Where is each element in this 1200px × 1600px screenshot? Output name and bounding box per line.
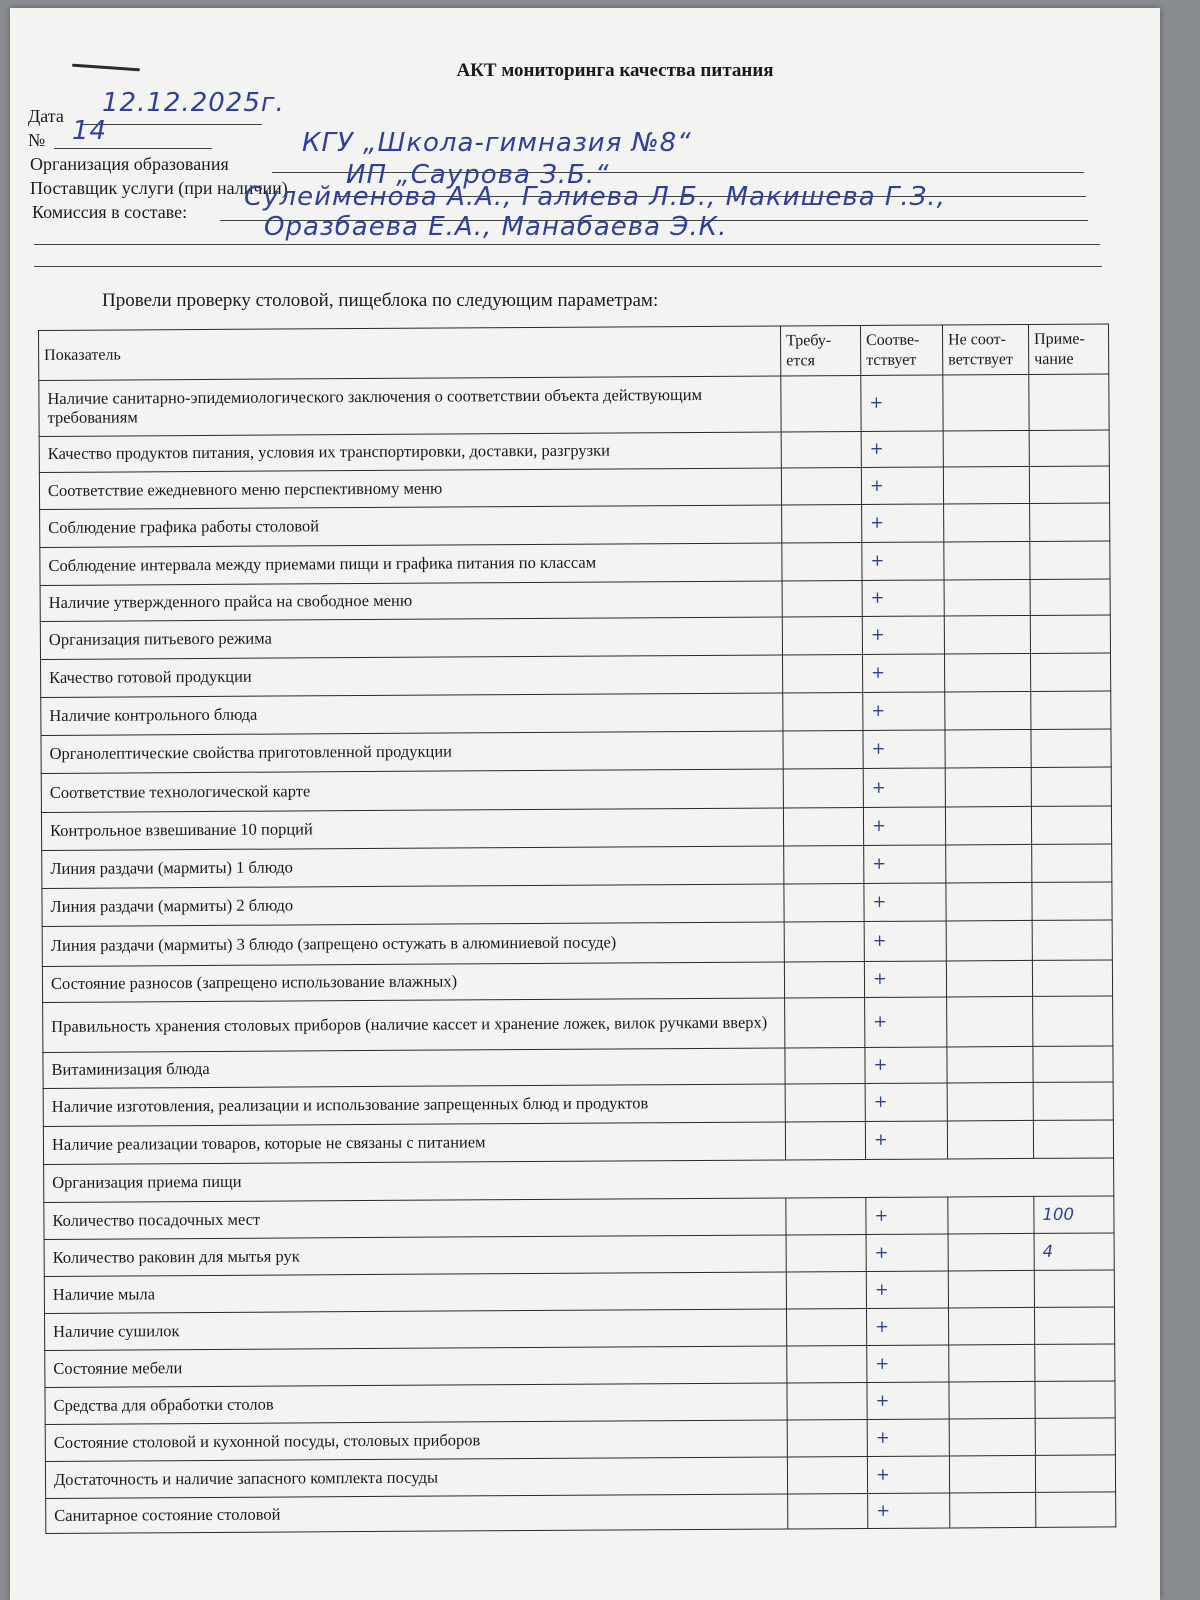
- indicator-cell: Витаминизация блюда: [43, 1048, 785, 1089]
- number-line: [54, 148, 212, 149]
- note-cell: [1033, 1046, 1113, 1082]
- indicator-cell: Качество готовой продукции: [41, 655, 783, 698]
- note-cell: [1031, 729, 1111, 767]
- note-cell: [1030, 615, 1110, 653]
- header-required: Требу-ется: [780, 325, 860, 375]
- required-cell: [782, 654, 862, 692]
- intro-text: Провели проверку столовой, пищеблока по следующим параметрам:: [102, 290, 659, 311]
- required-cell: [786, 1308, 866, 1345]
- required-cell: [783, 692, 863, 730]
- not-complies-cell: [945, 691, 1031, 730]
- required-cell: [783, 807, 863, 845]
- not-complies-cell: [946, 844, 1032, 883]
- indicator-cell: Качество продуктов питания, условия их транспортировки, доставки, разгрузки: [39, 432, 781, 473]
- date-label: Дата: [28, 106, 64, 126]
- complies-mark: +: [861, 431, 943, 468]
- required-cell: [785, 997, 865, 1047]
- indicator-cell: Наличие санитарно-эпидемиологического заключения о соответствии объекта действующим требованиям: [39, 376, 781, 437]
- complies-mark: +: [867, 1382, 949, 1420]
- note-cell: [1031, 806, 1111, 844]
- required-cell: [787, 1382, 867, 1419]
- indicator-cell: Достаточность и наличие запасного комплекта посуды: [45, 1457, 787, 1499]
- required-cell: [787, 1419, 867, 1456]
- table-row: [41, 691, 1111, 736]
- indicator-cell: Наличие изготовления, реализации и использование запрещенных блюд и продуктов: [43, 1084, 785, 1127]
- complies-mark: +: [867, 1419, 949, 1457]
- complies-mark: +: [865, 1083, 947, 1122]
- note-cell: [1029, 430, 1109, 466]
- note-cell: [1030, 503, 1110, 541]
- organization-value: КГУ „Школа-гимназия №8“: [302, 128, 692, 158]
- indicator-cell: Наличие сушилок: [45, 1309, 787, 1351]
- required-cell: [785, 1047, 865, 1083]
- document-title: АКТ мониторинга качества питания: [456, 60, 774, 81]
- not-complies-cell: [947, 996, 1033, 1047]
- table-header-row: [39, 324, 1109, 381]
- number-value: 14: [72, 116, 108, 146]
- table-row: [39, 374, 1109, 437]
- note-cell: 4: [1034, 1233, 1114, 1270]
- required-cell: [782, 580, 862, 616]
- required-cell: [781, 431, 861, 467]
- indicator-cell: Органолептические свойства приготовленной продукции: [41, 731, 783, 774]
- complies-mark: +: [867, 1456, 949, 1494]
- complies-mark: +: [866, 1308, 948, 1346]
- not-complies-cell: [945, 806, 1031, 845]
- note-cell: [1031, 767, 1111, 806]
- section-header: [44, 1158, 1114, 1203]
- header-complies: Соотве-тствует: [860, 325, 942, 375]
- note-cell: [1032, 960, 1112, 996]
- not-complies-cell: [943, 466, 1029, 504]
- required-cell: [787, 1456, 867, 1493]
- required-cell: [784, 845, 864, 883]
- not-complies-cell: [949, 1418, 1035, 1456]
- not-complies-cell: [947, 1082, 1033, 1121]
- indicator-cell: Наличие мыла: [44, 1272, 786, 1314]
- note-cell: [1029, 466, 1109, 503]
- required-cell: [782, 542, 862, 580]
- required-cell: [782, 616, 862, 654]
- note-cell: [1036, 1492, 1116, 1527]
- date-line: [82, 124, 262, 125]
- document-sheet: [10, 8, 1160, 1600]
- checklist-table: [38, 323, 1116, 1534]
- not-complies-cell: [949, 1344, 1035, 1382]
- not-complies-cell: [950, 1492, 1036, 1528]
- not-complies-cell: [949, 1455, 1035, 1493]
- complies-mark: +: [865, 1047, 947, 1084]
- note-cell: [1033, 1082, 1113, 1120]
- note-cell: [1035, 1381, 1115, 1418]
- indicator-cell: Контрольное взвешивание 10 порций: [41, 808, 783, 851]
- section-title: Организация приема пищи: [44, 1158, 1114, 1203]
- table-row: [40, 615, 1110, 660]
- indicator-cell: Количество посадочных мест: [44, 1198, 786, 1240]
- required-cell: [783, 768, 863, 807]
- commission-label: Комиссия в составе:: [32, 202, 188, 222]
- required-cell: [784, 961, 864, 997]
- not-complies-cell: [946, 882, 1032, 921]
- note-cell: [1034, 1307, 1114, 1344]
- indicator-cell: Правильность хранения столовых приборов (наличие кассет и хранение ложек, вилок ручками вверх): [43, 998, 785, 1053]
- not-complies-cell: [944, 541, 1030, 580]
- indicator-cell: Соответствие ежедневного меню перспективному меню: [39, 468, 781, 510]
- not-complies-cell: [944, 653, 1030, 692]
- indicator-cell: Линия раздачи (мармиты) 3 блюдо (запрещено остужать в алюминиевой посуде): [42, 922, 784, 967]
- complies-mark: +: [864, 883, 946, 922]
- not-complies-cell: [943, 374, 1029, 431]
- complies-mark: +: [866, 1197, 948, 1235]
- complies-mark: +: [863, 692, 945, 731]
- complies-mark: +: [868, 1493, 950, 1529]
- complies-mark: +: [862, 654, 944, 693]
- indicator-cell: Линия раздачи (мармиты) 2 блюдо: [42, 884, 784, 927]
- not-complies-cell: [948, 1196, 1034, 1234]
- not-complies-cell: [946, 920, 1032, 961]
- required-cell: [781, 467, 861, 504]
- commission-value-line1: Сулейменова А.А., Галиева Л.Б., Макишева Г.З.,: [244, 182, 946, 212]
- required-cell: [787, 1345, 867, 1382]
- complies-mark: +: [867, 1345, 949, 1383]
- indicator-cell: Наличие контрольного блюда: [41, 693, 783, 736]
- supplier-label: Поставщик услуги (при наличии): [30, 178, 288, 198]
- table-row: [41, 767, 1111, 813]
- complies-mark: +: [862, 542, 944, 581]
- organization-label: Организация образования: [30, 154, 229, 174]
- indicator-cell: Соблюдение графика работы столовой: [40, 505, 782, 548]
- indicator-cell: Состояние столовой и кухонной посуды, столовых приборов: [45, 1420, 787, 1462]
- table-row: [41, 729, 1111, 774]
- note-cell: [1035, 1418, 1115, 1455]
- note-cell: [1032, 920, 1112, 960]
- not-complies-cell: [947, 1046, 1033, 1083]
- table-row: [40, 541, 1110, 586]
- complies-mark: +: [863, 768, 945, 808]
- required-cell: [786, 1234, 866, 1271]
- commission-value-line2: Оразбаева Е.А., Манабаева Э.К.: [264, 212, 728, 242]
- indicator-cell: Линия раздачи (мармиты) 1 блюдо: [42, 846, 784, 889]
- indicator-cell: Организация питьевого режима: [40, 617, 782, 660]
- note-cell: [1030, 579, 1110, 615]
- indicator-cell: Состояние мебели: [45, 1346, 787, 1388]
- note-cell: [1033, 996, 1113, 1046]
- complies-mark: +: [861, 467, 943, 505]
- note-cell: [1031, 691, 1111, 729]
- table-row: [41, 653, 1111, 698]
- indicator-cell: Состояние разносов (запрещено использование влажных): [42, 962, 784, 1003]
- complies-mark: +: [865, 1121, 947, 1160]
- required-cell: [783, 730, 863, 768]
- supplier-value: ИП „Саурова З.Б.“: [346, 160, 610, 190]
- required-cell: [786, 1197, 866, 1234]
- table-row: [42, 844, 1112, 889]
- complies-mark: +: [862, 504, 944, 543]
- header-not-complies: Не соот-ветствует: [942, 324, 1028, 375]
- not-complies-cell: [943, 430, 1029, 467]
- note-cell: [1030, 653, 1110, 691]
- required-cell: [785, 1083, 865, 1121]
- number-label: №: [28, 130, 46, 150]
- note-cell: [1034, 1270, 1114, 1307]
- not-complies-cell: [948, 1270, 1034, 1308]
- required-cell: [782, 504, 862, 542]
- header-note: Приме-чание: [1028, 324, 1108, 374]
- complies-mark: +: [864, 845, 946, 884]
- indicator-cell: Средства для обработки столов: [45, 1383, 787, 1425]
- not-complies-cell: [946, 960, 1032, 997]
- indicator-cell: Наличие утвержденного прайса на свободное меню: [40, 581, 782, 622]
- required-cell: [785, 1121, 865, 1159]
- required-cell: [786, 1271, 866, 1308]
- not-complies-cell: [945, 767, 1031, 807]
- complies-mark: +: [866, 1271, 948, 1309]
- not-complies-cell: [944, 503, 1030, 542]
- note-cell: [1029, 374, 1109, 430]
- complies-mark: +: [861, 375, 943, 431]
- required-cell: [788, 1493, 868, 1528]
- indicator-cell: Соблюдение интервала между приемами пищи и графика питания по классам: [40, 543, 782, 586]
- not-complies-cell: [948, 1233, 1034, 1271]
- indicator-cell: Соответствие технологической карте: [41, 769, 783, 813]
- not-complies-cell: [944, 615, 1030, 654]
- table-row: [42, 920, 1112, 967]
- main-rows: [39, 374, 1114, 1165]
- indicator-cell: Санитарное состояние столовой: [46, 1494, 788, 1534]
- complies-mark: +: [866, 1234, 948, 1272]
- not-complies-cell: [945, 729, 1031, 768]
- note-cell: [1035, 1344, 1115, 1381]
- note-cell: [1030, 541, 1110, 579]
- complies-mark: +: [864, 921, 946, 962]
- complies-mark: +: [863, 730, 945, 769]
- note-cell: [1032, 882, 1112, 920]
- table-row: [43, 1082, 1113, 1127]
- not-complies-cell: [947, 1120, 1033, 1159]
- complies-mark: +: [865, 997, 947, 1047]
- complies-mark: +: [862, 580, 944, 617]
- table-row: [41, 806, 1111, 851]
- not-complies-cell: [949, 1381, 1035, 1419]
- note-cell: [1033, 1120, 1113, 1158]
- header-indicator: Показатель: [39, 326, 781, 381]
- commission-line-3: [34, 266, 1102, 267]
- section-title-row: [44, 1158, 1114, 1203]
- date-value: 12.12.2025г.: [102, 88, 285, 118]
- table-row: [42, 882, 1112, 927]
- table-row: [43, 996, 1113, 1053]
- not-complies-cell: [944, 579, 1030, 616]
- note-cell: [1032, 844, 1112, 882]
- required-cell: [784, 921, 864, 961]
- complies-mark: +: [863, 807, 945, 846]
- commission-line-2: [34, 244, 1100, 245]
- note-cell: 100: [1034, 1196, 1114, 1233]
- not-complies-cell: [948, 1307, 1034, 1345]
- indicator-cell: Наличие реализации товаров, которые не связаны с питанием: [43, 1122, 785, 1165]
- table-row: [43, 1120, 1113, 1165]
- required-cell: [781, 375, 861, 431]
- table-row: [40, 503, 1110, 548]
- complies-mark: +: [862, 616, 944, 655]
- complies-mark: +: [864, 961, 946, 998]
- table-row: [46, 1492, 1116, 1534]
- indicator-cell: Количество раковин для мытья рук: [44, 1235, 786, 1277]
- note-cell: [1035, 1455, 1115, 1492]
- required-cell: [784, 883, 864, 921]
- section-rows: [44, 1196, 1116, 1534]
